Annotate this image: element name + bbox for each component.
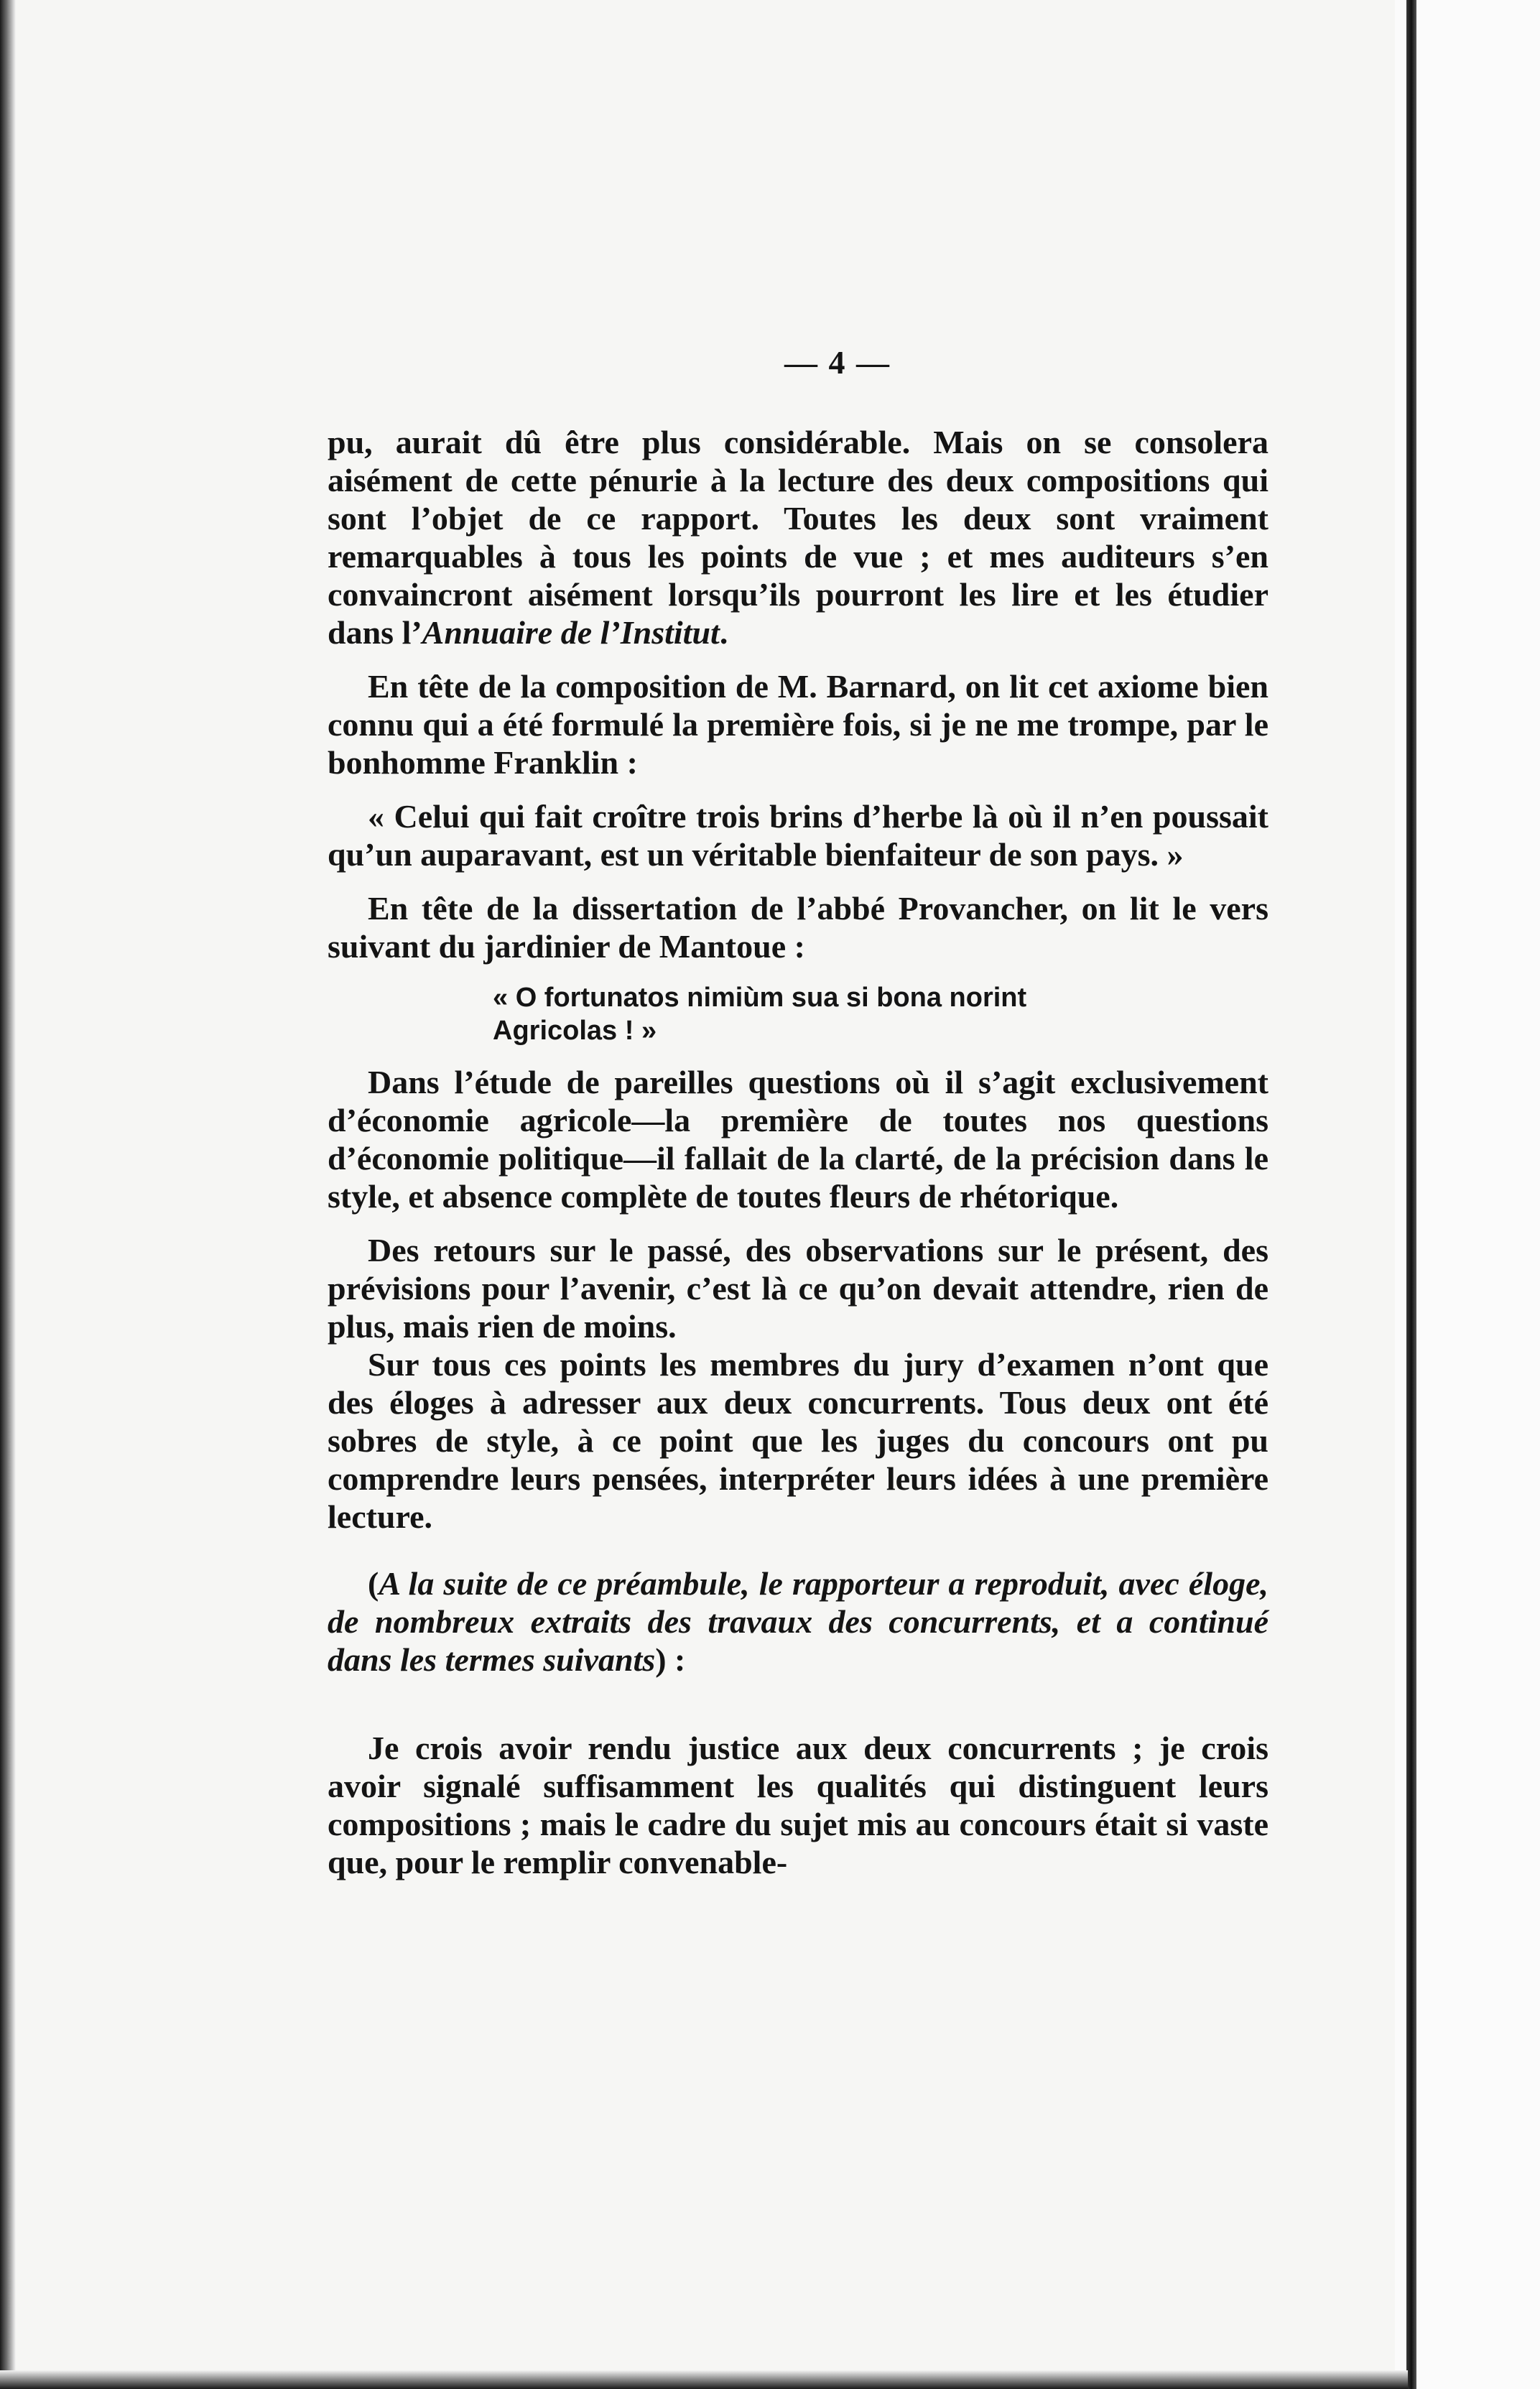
verse-line-2: Agricolas ! »: [493, 1016, 657, 1046]
editorial-note: [328, 1564, 1268, 1679]
scan-edge-bottom: [0, 2370, 1408, 2389]
paragraph-6: Des retours sur le passé, des observations sur le présent, des prévisions pour l’avenir, c’est là ce qu’on devait attendre, rien de plus, mais rien de moins.: [328, 1232, 1268, 1345]
note-text: A la suite de ce préambule, le rapporteur a reproduit, avec éloge, de nombreux extraits des travaux des concurrents, et a continué dans les termes suivants: [328, 1565, 1268, 1678]
text-block: [328, 343, 1268, 1881]
latin-verse: [493, 981, 1268, 1047]
paragraph-5: Dans l’étude de pareilles questions où il s’agit exclusivement d’économie agricole—la première de toutes nos questions d’économie politique—il fallait de la clarté, de la précision dans le style, et absence complète de toutes fleurs de rhétorique.: [328, 1064, 1268, 1215]
paragraph-quote-franklin: « Celui qui fait croître trois brins d’herbe là où il n’en poussait qu’un auparavant, est un véritable bienfaiteur de son pays. »: [328, 798, 1268, 873]
scan-edge-left: [0, 0, 16, 2389]
paragraph-1-text: pu, aurait dû être plus considérable. Mais on se consolera aisément de cette pénurie à la lecture des deux compositions qui sont l’objet de ce rapport. Toutes les deux sont vraiment remarquables à tous les points de vue ; et mes auditeurs s’en convaincront aisément lorsqu’ils pourront les lire et les étudier dans l’: [328, 424, 1268, 651]
right-margin: [1395, 0, 1540, 2389]
paragraph-8: Je crois avoir rendu justice aux deux concurrents ; je crois avoir signalé suffisamment les qualités qui distinguent leurs compositions ; mais le cadre du sujet mis au concours était si vaste que, pour le remplir convenable-: [328, 1730, 1268, 1880]
right-rule: [1406, 0, 1416, 2389]
paragraph-2: En tête de la composition de M. Barnard, on lit cet axiome bien connu qui a été formulé la première fois, si je ne me trompe, par le bonhomme Franklin :: [328, 668, 1268, 781]
note-open: (: [368, 1565, 379, 1602]
annuaire-title: Annuaire de l’Institut: [422, 614, 720, 651]
paragraph-1-end: .: [719, 614, 728, 651]
note-close: ) :: [655, 1641, 686, 1678]
paragraph-7: Sur tous ces points les membres du jury d’examen n’ont que des éloges à adresser aux deux concurrents. Tous deux ont été sobres de style, à ce point que les juges du concours ont pu comprendre leurs pensées, interpréter leurs idées à une première lecture.: [328, 1346, 1268, 1535]
verse-line-1: « O fortunatos nimiùm sua si bona norint: [493, 983, 1027, 1013]
page-number: — 4 —: [784, 344, 891, 381]
paragraph-1: [328, 423, 1268, 651]
paragraph-4: En tête de la dissertation de l’abbé Provancher, on lit le vers suivant du jardinier de Mantoue :: [328, 890, 1268, 965]
